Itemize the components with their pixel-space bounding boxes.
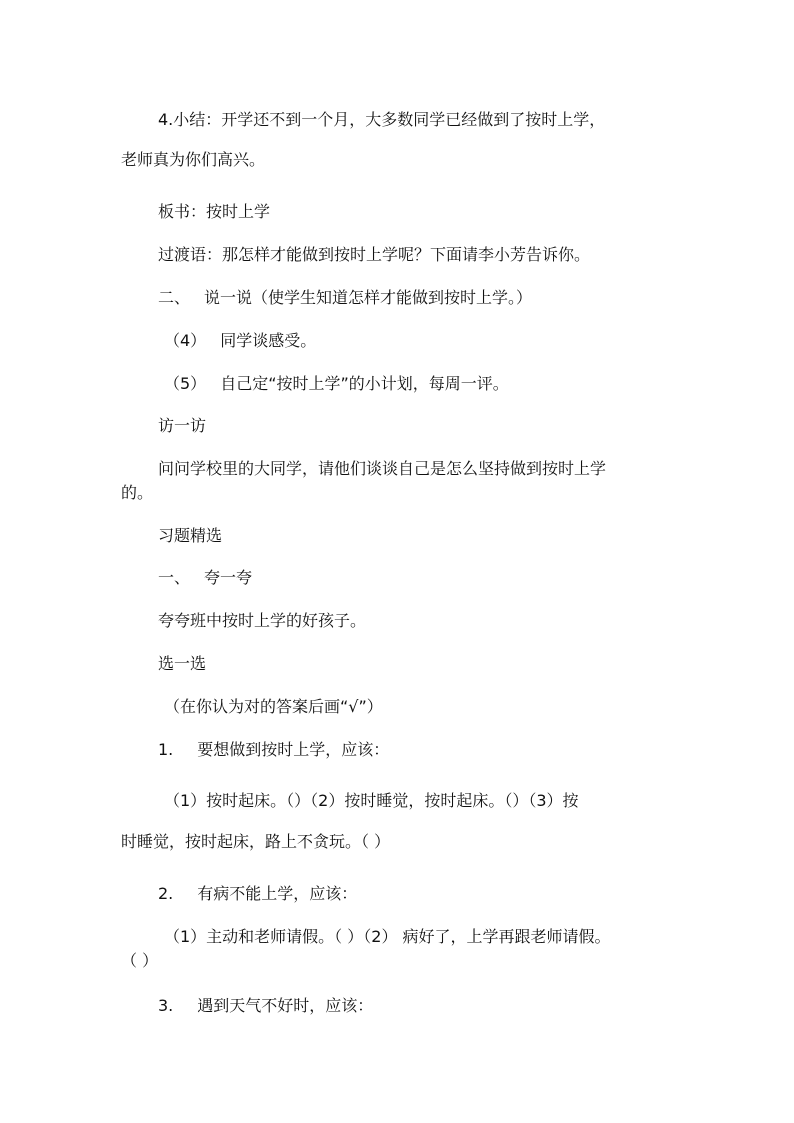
item-5 <box>164 374 509 394</box>
question-2-text: 有病不能上学，应该： <box>197 884 358 903</box>
section-one <box>158 568 252 588</box>
section-one-number: 一、 <box>158 568 191 587</box>
summary-line-2: 老师真为你们高兴。 <box>121 150 266 169</box>
blackboard-note: 板书：按时上学 <box>158 202 271 221</box>
visit-text-line-2: 的。 <box>121 483 154 502</box>
question-1-options-line-1: （1）按时起床。（）（2）按时睡觉，按时起床。（）（3）按 <box>164 791 579 810</box>
item-5-text: 自己定“按时上学”的小计划，每周一评。 <box>220 374 509 393</box>
question-3-text: 遇到天气不好时，应该： <box>197 996 374 1015</box>
question-3-number: 3. <box>158 996 174 1015</box>
question-2-options-line-1: （1）主动和老师请假。（ ）（2） 病好了，上学再跟老师请假。 <box>164 927 611 946</box>
visit-text-line-1: 问问学校里的大同学，请他们谈谈自己是怎么坚持做到按时上学 <box>158 459 607 478</box>
item-4 <box>164 331 316 351</box>
section-one-text: 夸一夸 <box>204 568 253 587</box>
visit-heading: 访一访 <box>158 416 207 435</box>
praise-text: 夸夸班中按时上学的好孩子。 <box>158 611 367 630</box>
section-two-number: 二、 <box>158 288 191 307</box>
summary-line-1: 4.小结：开学还不到一个月，大多数同学已经做到了按时上学， <box>158 110 606 129</box>
question-1-number: 1. <box>158 740 174 759</box>
item-4-number: （4） <box>164 331 207 350</box>
exercises-heading: 习题精选 <box>158 526 223 545</box>
item-4-text: 同学谈感受。 <box>220 331 317 350</box>
question-2-number: 2. <box>158 884 174 903</box>
question-2 <box>158 884 357 904</box>
choose-instruction: （在你认为对的答案后画“√”） <box>164 697 383 716</box>
question-1-options-line-2: 时睡觉，按时起床，路上不贪玩。（ ） <box>121 832 391 851</box>
question-1-text: 要想做到按时上学，应该： <box>197 740 390 759</box>
section-two <box>158 288 532 308</box>
question-2-options-line-2: （ ） <box>121 951 159 970</box>
section-two-text: 说一说（使学生知道怎样才能做到按时上学。） <box>204 288 533 307</box>
item-5-number: （5） <box>164 374 207 393</box>
question-1 <box>158 740 389 760</box>
question-3 <box>158 996 373 1016</box>
choose-heading: 选一选 <box>158 654 207 673</box>
transition-line: 过渡语：那怎样才能做到按时上学呢？下面请李小芳告诉你。 <box>158 245 591 264</box>
